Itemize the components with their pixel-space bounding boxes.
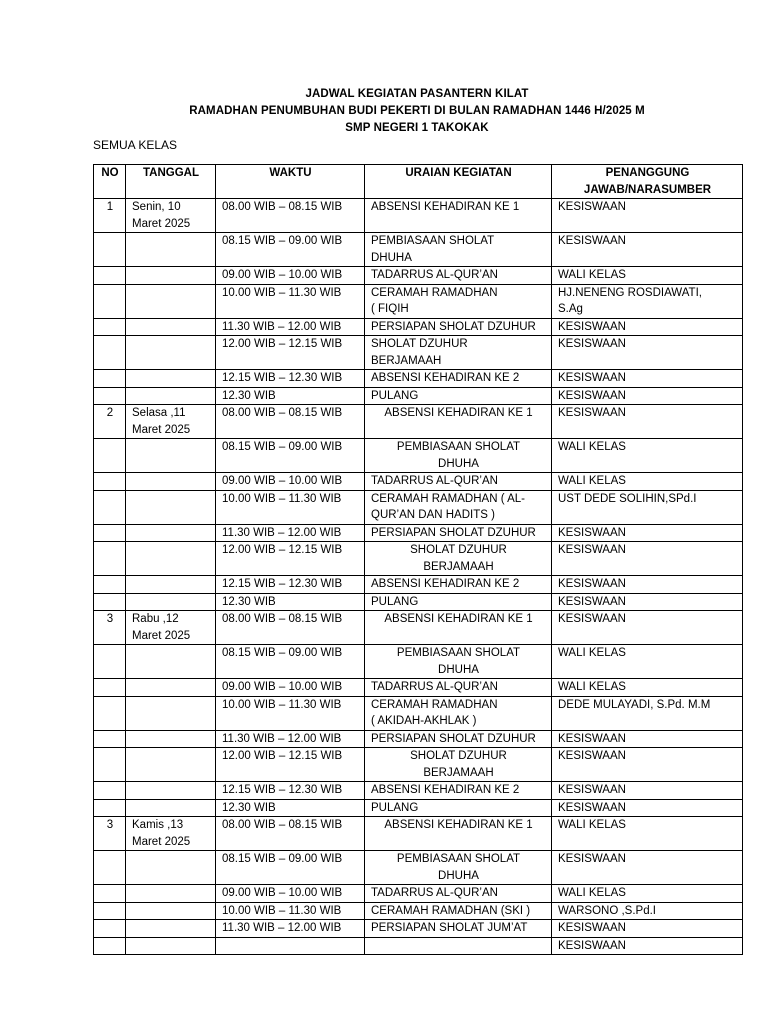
- uraian-line-1: CERAMAH RAMADHAN (SKI ): [371, 904, 531, 917]
- cell-no: 1: [94, 199, 126, 233]
- uraian-line-1: PERSIAPAN SHOLAT JUM’AT: [371, 922, 528, 934]
- cell-no: [94, 593, 126, 611]
- class-label: SEMUA KELAS: [93, 138, 178, 152]
- cell-waktu: 12.15 WIB – 12.30 WIB: [216, 370, 365, 388]
- title-line-3: SMP NEGERI 1 TAKOKAK: [345, 122, 489, 134]
- table-row: [94, 233, 743, 267]
- uraian-line-1: PEMBIASAAN SHOLAT: [371, 235, 495, 247]
- uraian-line-2: QUR’AN DAN HADITS ): [371, 509, 495, 521]
- uraian-line-1: PERSIAPAN SHOLAT DZUHUR: [371, 320, 536, 333]
- title-line-2: RAMADHAN PENUMBUHAN BUDI PEKERTI DI BULAN RAMADHAN 1446 H/2025 M: [189, 105, 645, 117]
- cell-no: 3: [94, 817, 126, 851]
- cell-penanggung-jawab: [552, 679, 743, 697]
- uraian-line-2: DHUHA: [438, 869, 479, 882]
- cell-no: [94, 748, 126, 782]
- table-row: [94, 851, 743, 885]
- cell-penanggung-jawab: [552, 937, 743, 955]
- cell-tanggal: [126, 542, 216, 576]
- uraian-line-1: ABSENSI KEHADIRAN KE 2: [371, 784, 520, 796]
- cell-tanggal: [126, 902, 216, 920]
- cell-uraian: [365, 748, 552, 782]
- cell-penanggung-jawab: [552, 524, 743, 542]
- pj-line-1: KESISWAAN: [558, 784, 626, 796]
- cell-uraian: [365, 439, 552, 473]
- col-header-pj-line1: PENANGGUNG: [605, 167, 690, 179]
- cell-waktu: 09.00 WIB – 10.00 WIB: [216, 885, 365, 903]
- pj-line-2: S.Ag: [558, 303, 583, 315]
- table-row: [94, 267, 743, 285]
- col-header-waktu: WAKTU: [216, 165, 365, 199]
- pj-line-1: KESISWAAN: [558, 235, 626, 247]
- title-line-1: JADWAL KEGIATAN PASANTERN KILAT: [305, 88, 529, 100]
- table-row: [94, 645, 743, 679]
- cell-tanggal: [126, 336, 216, 370]
- uraian-line-1: ABSENSI KEHADIRAN KE 1: [384, 613, 533, 625]
- table-row: [94, 748, 743, 782]
- cell-uraian: [365, 611, 552, 645]
- cell-no: [94, 318, 126, 336]
- pj-line-1: WALI KELAS: [558, 647, 626, 659]
- table-row: [94, 473, 743, 491]
- cell-tanggal: [126, 730, 216, 748]
- pj-line-1: KESISWAAN: [558, 732, 626, 745]
- uraian-line-2: DHUHA: [438, 457, 479, 470]
- cell-tanggal: [126, 885, 216, 903]
- cell-uraian: [365, 782, 552, 800]
- cell-waktu: [216, 937, 365, 955]
- col-header-tanggal: TANGGAL: [126, 165, 216, 199]
- cell-tanggal: [126, 937, 216, 955]
- uraian-line-1: PEMBIASAAN SHOLAT: [396, 647, 521, 659]
- table-row: [94, 696, 743, 730]
- cell-uraian: [365, 696, 552, 730]
- cell-waktu: 12.00 WIB – 12.15 WIB: [216, 542, 365, 576]
- cell-penanggung-jawab: [552, 885, 743, 903]
- cell-tanggal: [126, 679, 216, 697]
- uraian-line-1: CERAMAH RAMADHAN ( AL-: [371, 492, 525, 505]
- cell-uraian: [365, 370, 552, 388]
- pj-line-1: KESISWAAN: [558, 750, 626, 762]
- cell-uraian: [365, 387, 552, 405]
- cell-waktu: 10.00 WIB – 11.30 WIB: [216, 902, 365, 920]
- uraian-line-1: SHOLAT DZUHUR: [410, 750, 507, 762]
- table-row: [94, 920, 743, 938]
- pj-line-1: KESISWAAN: [558, 801, 626, 814]
- table-row: [94, 902, 743, 920]
- uraian-line-1: SHOLAT DZUHUR: [410, 544, 507, 556]
- cell-uraian: [365, 576, 552, 594]
- cell-uraian: [365, 730, 552, 748]
- cell-penanggung-jawab: [552, 748, 743, 782]
- cell-no: [94, 267, 126, 285]
- cell-penanggung-jawab: [552, 696, 743, 730]
- cell-no: [94, 799, 126, 817]
- cell-no: [94, 645, 126, 679]
- cell-uraian: [365, 799, 552, 817]
- pj-line-1: WARSONO ,S.Pd.I: [558, 904, 656, 917]
- cell-penanggung-jawab: [552, 318, 743, 336]
- uraian-line-1: TADARRUS AL-QUR’AN: [371, 887, 498, 899]
- table-row: [94, 799, 743, 817]
- cell-waktu: 12.15 WIB – 12.30 WIB: [216, 576, 365, 594]
- cell-no: [94, 473, 126, 491]
- cell-tanggal: [126, 593, 216, 611]
- cell-penanggung-jawab: [552, 645, 743, 679]
- table-row: [94, 593, 743, 611]
- uraian-line-1: PEMBIASAAN SHOLAT: [396, 853, 521, 865]
- uraian-line-2: ( AKIDAH-AKHLAK ): [371, 715, 477, 727]
- cell-no: [94, 885, 126, 903]
- cell-penanggung-jawab: [552, 920, 743, 938]
- cell-waktu: 10.00 WIB – 11.30 WIB: [216, 490, 365, 524]
- cell-penanggung-jawab: [552, 730, 743, 748]
- cell-waktu: 12.30 WIB: [216, 593, 365, 611]
- table-row: [94, 199, 743, 233]
- cell-uraian: [365, 318, 552, 336]
- cell-penanggung-jawab: [552, 473, 743, 491]
- table-header-row: [94, 165, 743, 199]
- cell-tanggal: [126, 696, 216, 730]
- cell-waktu: 11.30 WIB – 12.00 WIB: [216, 730, 365, 748]
- cell-penanggung-jawab: [552, 542, 743, 576]
- uraian-line-1: SHOLAT DZUHUR: [371, 338, 468, 350]
- cell-no: [94, 524, 126, 542]
- uraian-line-1: ABSENSI KEHADIRAN KE 2: [371, 372, 520, 384]
- table-row: [94, 885, 743, 903]
- table-row: [94, 370, 743, 388]
- uraian-line-2: DHUHA: [438, 663, 479, 676]
- cell-waktu: 11.30 WIB – 12.00 WIB: [216, 524, 365, 542]
- cell-no: [94, 937, 126, 955]
- tanggal-line-1: Kamis ,13: [132, 819, 184, 831]
- cell-uraian: [365, 284, 552, 318]
- cell-waktu: 11.30 WIB – 12.00 WIB: [216, 920, 365, 938]
- cell-tanggal: [126, 524, 216, 542]
- cell-penanggung-jawab: [552, 851, 743, 885]
- pj-line-1: DEDE MULAYADI, S.Pd. M.M: [558, 698, 711, 711]
- cell-waktu: 12.15 WIB – 12.30 WIB: [216, 782, 365, 800]
- cell-tanggal: [126, 439, 216, 473]
- cell-no: [94, 920, 126, 938]
- cell-uraian: [365, 490, 552, 524]
- cell-no: [94, 730, 126, 748]
- cell-tanggal: [126, 370, 216, 388]
- tanggal-line-1: Senin, 10: [132, 201, 181, 213]
- cell-waktu: 12.30 WIB: [216, 387, 365, 405]
- cell-no: 3: [94, 611, 126, 645]
- cell-uraian: [365, 937, 552, 955]
- cell-waktu: 10.00 WIB – 11.30 WIB: [216, 284, 365, 318]
- table-row: [94, 782, 743, 800]
- table-row: [94, 937, 743, 955]
- table-row: [94, 387, 743, 405]
- cell-tanggal: [126, 318, 216, 336]
- table-row: [94, 817, 743, 851]
- cell-no: [94, 679, 126, 697]
- pj-line-1: KESISWAAN: [558, 389, 626, 402]
- cell-uraian: [365, 473, 552, 491]
- table-row: [94, 318, 743, 336]
- cell-uraian: [365, 817, 552, 851]
- cell-tanggal: [126, 233, 216, 267]
- uraian-line-2: BERJAMAAH: [371, 354, 442, 367]
- cell-no: [94, 336, 126, 370]
- uraian-line-1: TADARRUS AL-QUR’AN: [371, 269, 498, 281]
- cell-no: [94, 542, 126, 576]
- pj-line-1: WALI KELAS: [558, 441, 626, 453]
- cell-tanggal: [126, 748, 216, 782]
- cell-uraian: [365, 885, 552, 903]
- cell-tanggal: [126, 782, 216, 800]
- pj-line-1: WALI KELAS: [558, 887, 626, 899]
- table-row: [94, 679, 743, 697]
- table-row: [94, 576, 743, 594]
- col-header-uraian: URAIAN KEGIATAN: [365, 165, 552, 199]
- cell-uraian: [365, 405, 552, 439]
- uraian-line-1: ABSENSI KEHADIRAN KE 1: [384, 407, 533, 419]
- cell-uraian: [365, 902, 552, 920]
- cell-waktu: 08.00 WIB – 08.15 WIB: [216, 405, 365, 439]
- tanggal-line-2: Maret 2025: [132, 629, 191, 642]
- cell-no: [94, 902, 126, 920]
- table-row: [94, 524, 743, 542]
- cell-waktu: 08.15 WIB – 09.00 WIB: [216, 851, 365, 885]
- uraian-line-1: PULANG: [371, 389, 419, 402]
- pj-line-1: KESISWAAN: [558, 613, 626, 625]
- cell-penanggung-jawab: [552, 284, 743, 318]
- cell-no: [94, 782, 126, 800]
- cell-tanggal: [126, 199, 216, 233]
- cell-penanggung-jawab: [552, 233, 743, 267]
- cell-no: [94, 439, 126, 473]
- cell-uraian: [365, 851, 552, 885]
- cell-no: [94, 576, 126, 594]
- cell-uraian: [365, 524, 552, 542]
- tanggal-line-2: Maret 2025: [132, 835, 191, 848]
- tanggal-line-2: Maret 2025: [132, 217, 191, 230]
- cell-penanggung-jawab: [552, 593, 743, 611]
- cell-penanggung-jawab: [552, 902, 743, 920]
- table-row: [94, 611, 743, 645]
- cell-penanggung-jawab: [552, 336, 743, 370]
- cell-penanggung-jawab: [552, 267, 743, 285]
- tanggal-line-1: Rabu ,12: [132, 613, 179, 625]
- cell-waktu: 12.30 WIB: [216, 799, 365, 817]
- col-header-no: NO: [94, 165, 126, 199]
- col-header-pj-line2: JAWAB/NARASUMBER: [583, 183, 712, 196]
- uraian-line-1: ABSENSI KEHADIRAN KE 1: [371, 201, 520, 213]
- pj-line-1: KESISWAAN: [558, 320, 626, 333]
- cell-waktu: 08.15 WIB – 09.00 WIB: [216, 645, 365, 679]
- cell-waktu: 08.15 WIB – 09.00 WIB: [216, 439, 365, 473]
- pj-line-1: KESISWAAN: [558, 544, 626, 556]
- cell-uraian: [365, 645, 552, 679]
- cell-waktu: 10.00 WIB – 11.30 WIB: [216, 696, 365, 730]
- cell-no: [94, 370, 126, 388]
- pj-line-1: KESISWAAN: [558, 407, 626, 419]
- table-row: [94, 284, 743, 318]
- cell-tanggal: [126, 387, 216, 405]
- cell-penanggung-jawab: [552, 576, 743, 594]
- cell-uraian: [365, 542, 552, 576]
- uraian-line-1: CERAMAH RAMADHAN: [371, 286, 498, 299]
- cell-penanggung-jawab: [552, 817, 743, 851]
- table-row: [94, 336, 743, 370]
- pj-line-1: WALI KELAS: [558, 269, 626, 281]
- uraian-line-2: BERJAMAAH: [423, 560, 494, 573]
- pj-line-1: WALI KELAS: [558, 681, 626, 693]
- table-row: [94, 542, 743, 576]
- pj-line-1: KESISWAAN: [558, 922, 626, 934]
- cell-penanggung-jawab: [552, 782, 743, 800]
- cell-no: [94, 851, 126, 885]
- uraian-line-2: BERJAMAAH: [423, 766, 494, 779]
- tanggal-line-1: Selasa ,11: [132, 407, 186, 419]
- cell-uraian: [365, 679, 552, 697]
- uraian-line-1: CERAMAH RAMADHAN: [371, 698, 498, 711]
- uraian-line-2: ( FIQIH: [371, 303, 409, 315]
- uraian-line-1: PULANG: [371, 801, 419, 814]
- uraian-line-1: TADARRUS AL-QUR’AN: [371, 681, 498, 693]
- cell-waktu: 09.00 WIB – 10.00 WIB: [216, 267, 365, 285]
- pj-line-1: KESISWAAN: [558, 338, 626, 350]
- schedule-table: [93, 164, 743, 955]
- cell-tanggal: [126, 611, 216, 645]
- cell-waktu: 08.15 WIB – 09.00 WIB: [216, 233, 365, 267]
- uraian-line-2: DHUHA: [371, 251, 412, 264]
- cell-uraian: [365, 233, 552, 267]
- cell-penanggung-jawab: [552, 799, 743, 817]
- tanggal-line-2: Maret 2025: [132, 423, 191, 436]
- table-row: [94, 405, 743, 439]
- schedule-body: [94, 199, 743, 955]
- cell-tanggal: [126, 817, 216, 851]
- cell-uraian: [365, 267, 552, 285]
- cell-uraian: [365, 920, 552, 938]
- pj-line-1: UST DEDE SOLIHIN,SPd.I: [558, 492, 697, 505]
- cell-uraian: [365, 199, 552, 233]
- cell-tanggal: [126, 284, 216, 318]
- pj-line-1: KESISWAAN: [558, 578, 626, 590]
- pj-line-1: KESISWAAN: [558, 939, 626, 952]
- cell-no: [94, 233, 126, 267]
- cell-no: [94, 490, 126, 524]
- table-row: [94, 439, 743, 473]
- cell-tanggal: [126, 920, 216, 938]
- pj-line-1: WALI KELAS: [558, 819, 626, 831]
- cell-no: [94, 284, 126, 318]
- cell-waktu: 09.00 WIB – 10.00 WIB: [216, 679, 365, 697]
- col-header-penanggung-jawab: [552, 165, 743, 199]
- cell-waktu: 09.00 WIB – 10.00 WIB: [216, 473, 365, 491]
- uraian-line-1: TADARRUS AL-QUR’AN: [371, 475, 498, 487]
- cell-waktu: 12.00 WIB – 12.15 WIB: [216, 336, 365, 370]
- cell-waktu: 08.00 WIB – 08.15 WIB: [216, 611, 365, 645]
- cell-tanggal: [126, 799, 216, 817]
- uraian-line-1: PEMBIASAAN SHOLAT: [396, 441, 521, 453]
- cell-no: [94, 387, 126, 405]
- cell-penanggung-jawab: [552, 439, 743, 473]
- cell-penanggung-jawab: [552, 370, 743, 388]
- cell-tanggal: [126, 267, 216, 285]
- pj-line-1: KESISWAAN: [558, 201, 626, 213]
- cell-tanggal: [126, 851, 216, 885]
- cell-penanggung-jawab: [552, 611, 743, 645]
- uraian-line-1: PERSIAPAN SHOLAT DZUHUR: [371, 526, 536, 539]
- cell-waktu: 11.30 WIB – 12.00 WIB: [216, 318, 365, 336]
- cell-tanggal: [126, 405, 216, 439]
- cell-uraian: [365, 336, 552, 370]
- cell-penanggung-jawab: [552, 387, 743, 405]
- cell-waktu: 08.00 WIB – 08.15 WIB: [216, 817, 365, 851]
- cell-tanggal: [126, 645, 216, 679]
- cell-no: [94, 696, 126, 730]
- cell-penanggung-jawab: [552, 199, 743, 233]
- pj-line-1: KESISWAAN: [558, 372, 626, 384]
- pj-line-1: WALI KELAS: [558, 475, 626, 487]
- pj-line-1: KESISWAAN: [558, 853, 626, 865]
- uraian-line-1: PERSIAPAN SHOLAT DZUHUR: [371, 732, 536, 745]
- pj-line-1: KESISWAAN: [558, 595, 626, 608]
- uraian-line-1: ABSENSI KEHADIRAN KE 2: [371, 578, 520, 590]
- cell-waktu: 08.00 WIB – 08.15 WIB: [216, 199, 365, 233]
- pj-line-1: HJ.NENENG ROSDIAWATI,: [558, 286, 702, 299]
- cell-waktu: 12.00 WIB – 12.15 WIB: [216, 748, 365, 782]
- cell-uraian: [365, 593, 552, 611]
- cell-tanggal: [126, 576, 216, 594]
- cell-no: 2: [94, 405, 126, 439]
- uraian-line-1: PULANG: [371, 595, 419, 608]
- uraian-line-1: ABSENSI KEHADIRAN KE 1: [384, 819, 533, 831]
- cell-penanggung-jawab: [552, 405, 743, 439]
- cell-tanggal: [126, 473, 216, 491]
- cell-tanggal: [126, 490, 216, 524]
- cell-penanggung-jawab: [552, 490, 743, 524]
- table-row: [94, 730, 743, 748]
- document-header: [93, 86, 741, 137]
- pj-line-1: KESISWAAN: [558, 526, 626, 539]
- table-row: [94, 490, 743, 524]
